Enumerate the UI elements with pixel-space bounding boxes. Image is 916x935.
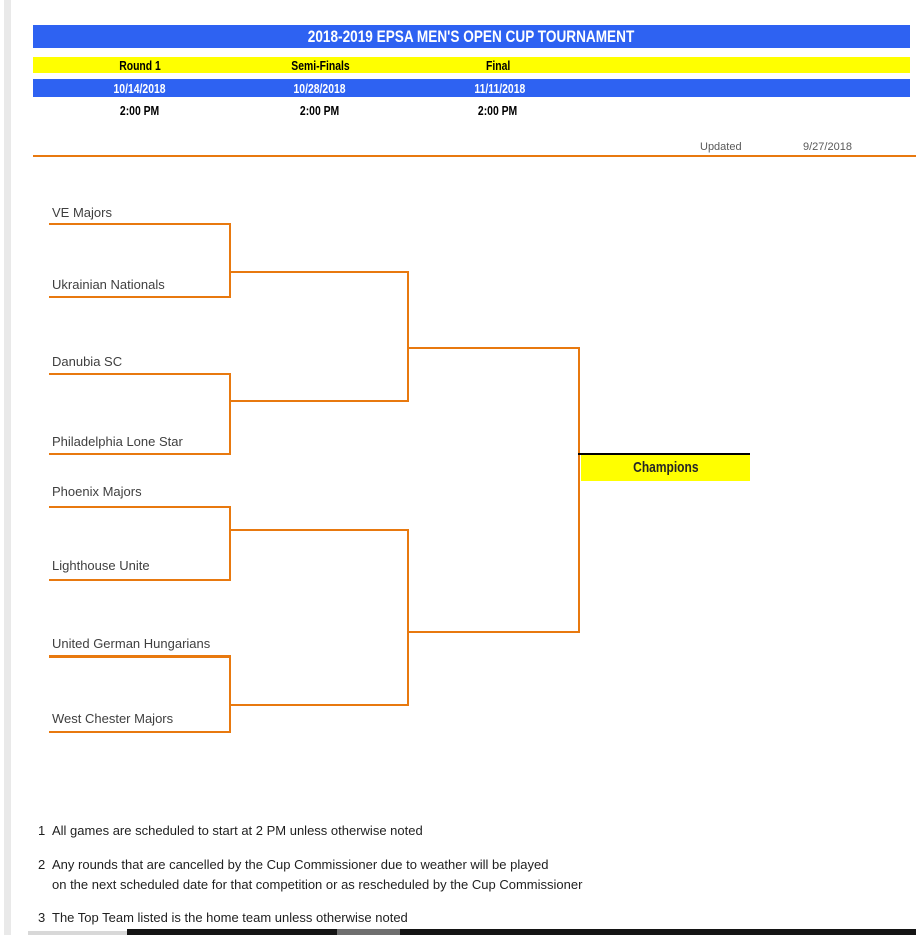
semifinals-header: Semi-Finals	[290, 58, 350, 73]
team-united-german-hungarians: United German Hungarians	[52, 636, 211, 651]
header-divider-rule	[33, 155, 916, 157]
bracket-underline-team4	[49, 453, 231, 455]
final-date: 11/11/2018	[474, 81, 526, 96]
bracket-match4-exit	[229, 704, 409, 706]
updated-date: 9/27/2018	[803, 141, 852, 153]
note-2-number: 2	[38, 857, 46, 872]
bracket-semi1-vertical	[407, 271, 409, 402]
bracket-match1-vertical	[229, 223, 231, 298]
bracket-underline-team6	[49, 579, 231, 581]
note-1-number: 1	[38, 823, 46, 838]
bracket-semi2-vertical	[407, 529, 409, 706]
bracket-underline-team7	[49, 655, 231, 658]
note-3-number: 3	[38, 910, 46, 925]
round1-date: 10/14/2018	[113, 81, 167, 96]
bracket-match2-exit	[229, 400, 409, 402]
tournament-title-bar	[33, 25, 910, 48]
semifinals-time: 2:00 PM	[300, 103, 340, 118]
note-2-text-line2: on the next scheduled date for that competition or as rescheduled by the Cup Commissioner	[52, 877, 583, 892]
tournament-title: 2018-2019 EPSA MEN'S OPEN CUP TOURNAMENT	[308, 27, 635, 46]
bracket-underline-team1	[49, 223, 231, 225]
updated-label: Updated	[700, 141, 742, 153]
round1-header: Round 1	[119, 58, 161, 73]
bracket-underline-team5	[49, 506, 231, 508]
bracket-semi1-exit	[407, 347, 580, 349]
bracket-underline-team3	[49, 373, 231, 375]
team-lighthouse-unite: Lighthouse Unite	[52, 558, 150, 573]
round1-time: 2:00 PM	[120, 103, 160, 118]
bracket-match3-vertical	[229, 506, 231, 581]
final-header: Final	[485, 58, 511, 73]
bracket-match4-vertical	[229, 655, 231, 733]
left-gutter	[4, 0, 11, 935]
scrollbar-track[interactable]	[28, 931, 127, 935]
bracket-match2-vertical	[229, 373, 231, 455]
note-2-text-line1: Any rounds that are cancelled by the Cup Commissioner due to weather will be played	[52, 857, 549, 872]
bracket-match1-exit	[229, 271, 409, 273]
final-time: 2:00 PM	[478, 103, 518, 118]
note-3-text: The Top Team listed is the home team unless otherwise noted	[52, 910, 408, 925]
bracket-underline-team2	[49, 296, 231, 298]
team-ukrainian-nationals: Ukrainian Nationals	[52, 277, 165, 292]
team-danubia-sc: Danubia SC	[52, 354, 123, 369]
window-bottom-edge[interactable]	[127, 929, 916, 935]
semifinals-date: 10/28/2018	[293, 81, 347, 96]
scrollbar-thumb[interactable]	[337, 929, 400, 935]
team-west-chester-majors: West Chester Majors	[52, 711, 174, 726]
team-ve-majors: VE Majors	[52, 205, 112, 220]
bracket-underline-team8	[49, 731, 231, 733]
team-philadelphia-lone-star: Philadelphia Lone Star	[52, 434, 183, 449]
champions-cell	[581, 455, 750, 481]
bracket-final-vertical	[578, 347, 580, 633]
champions-label: Champions	[632, 459, 699, 476]
note-1-text: All games are scheduled to start at 2 PM unless otherwise noted	[52, 823, 423, 838]
team-phoenix-majors: Phoenix Majors	[52, 484, 142, 499]
bracket-match3-exit	[229, 529, 409, 531]
bracket-semi2-exit	[407, 631, 580, 633]
